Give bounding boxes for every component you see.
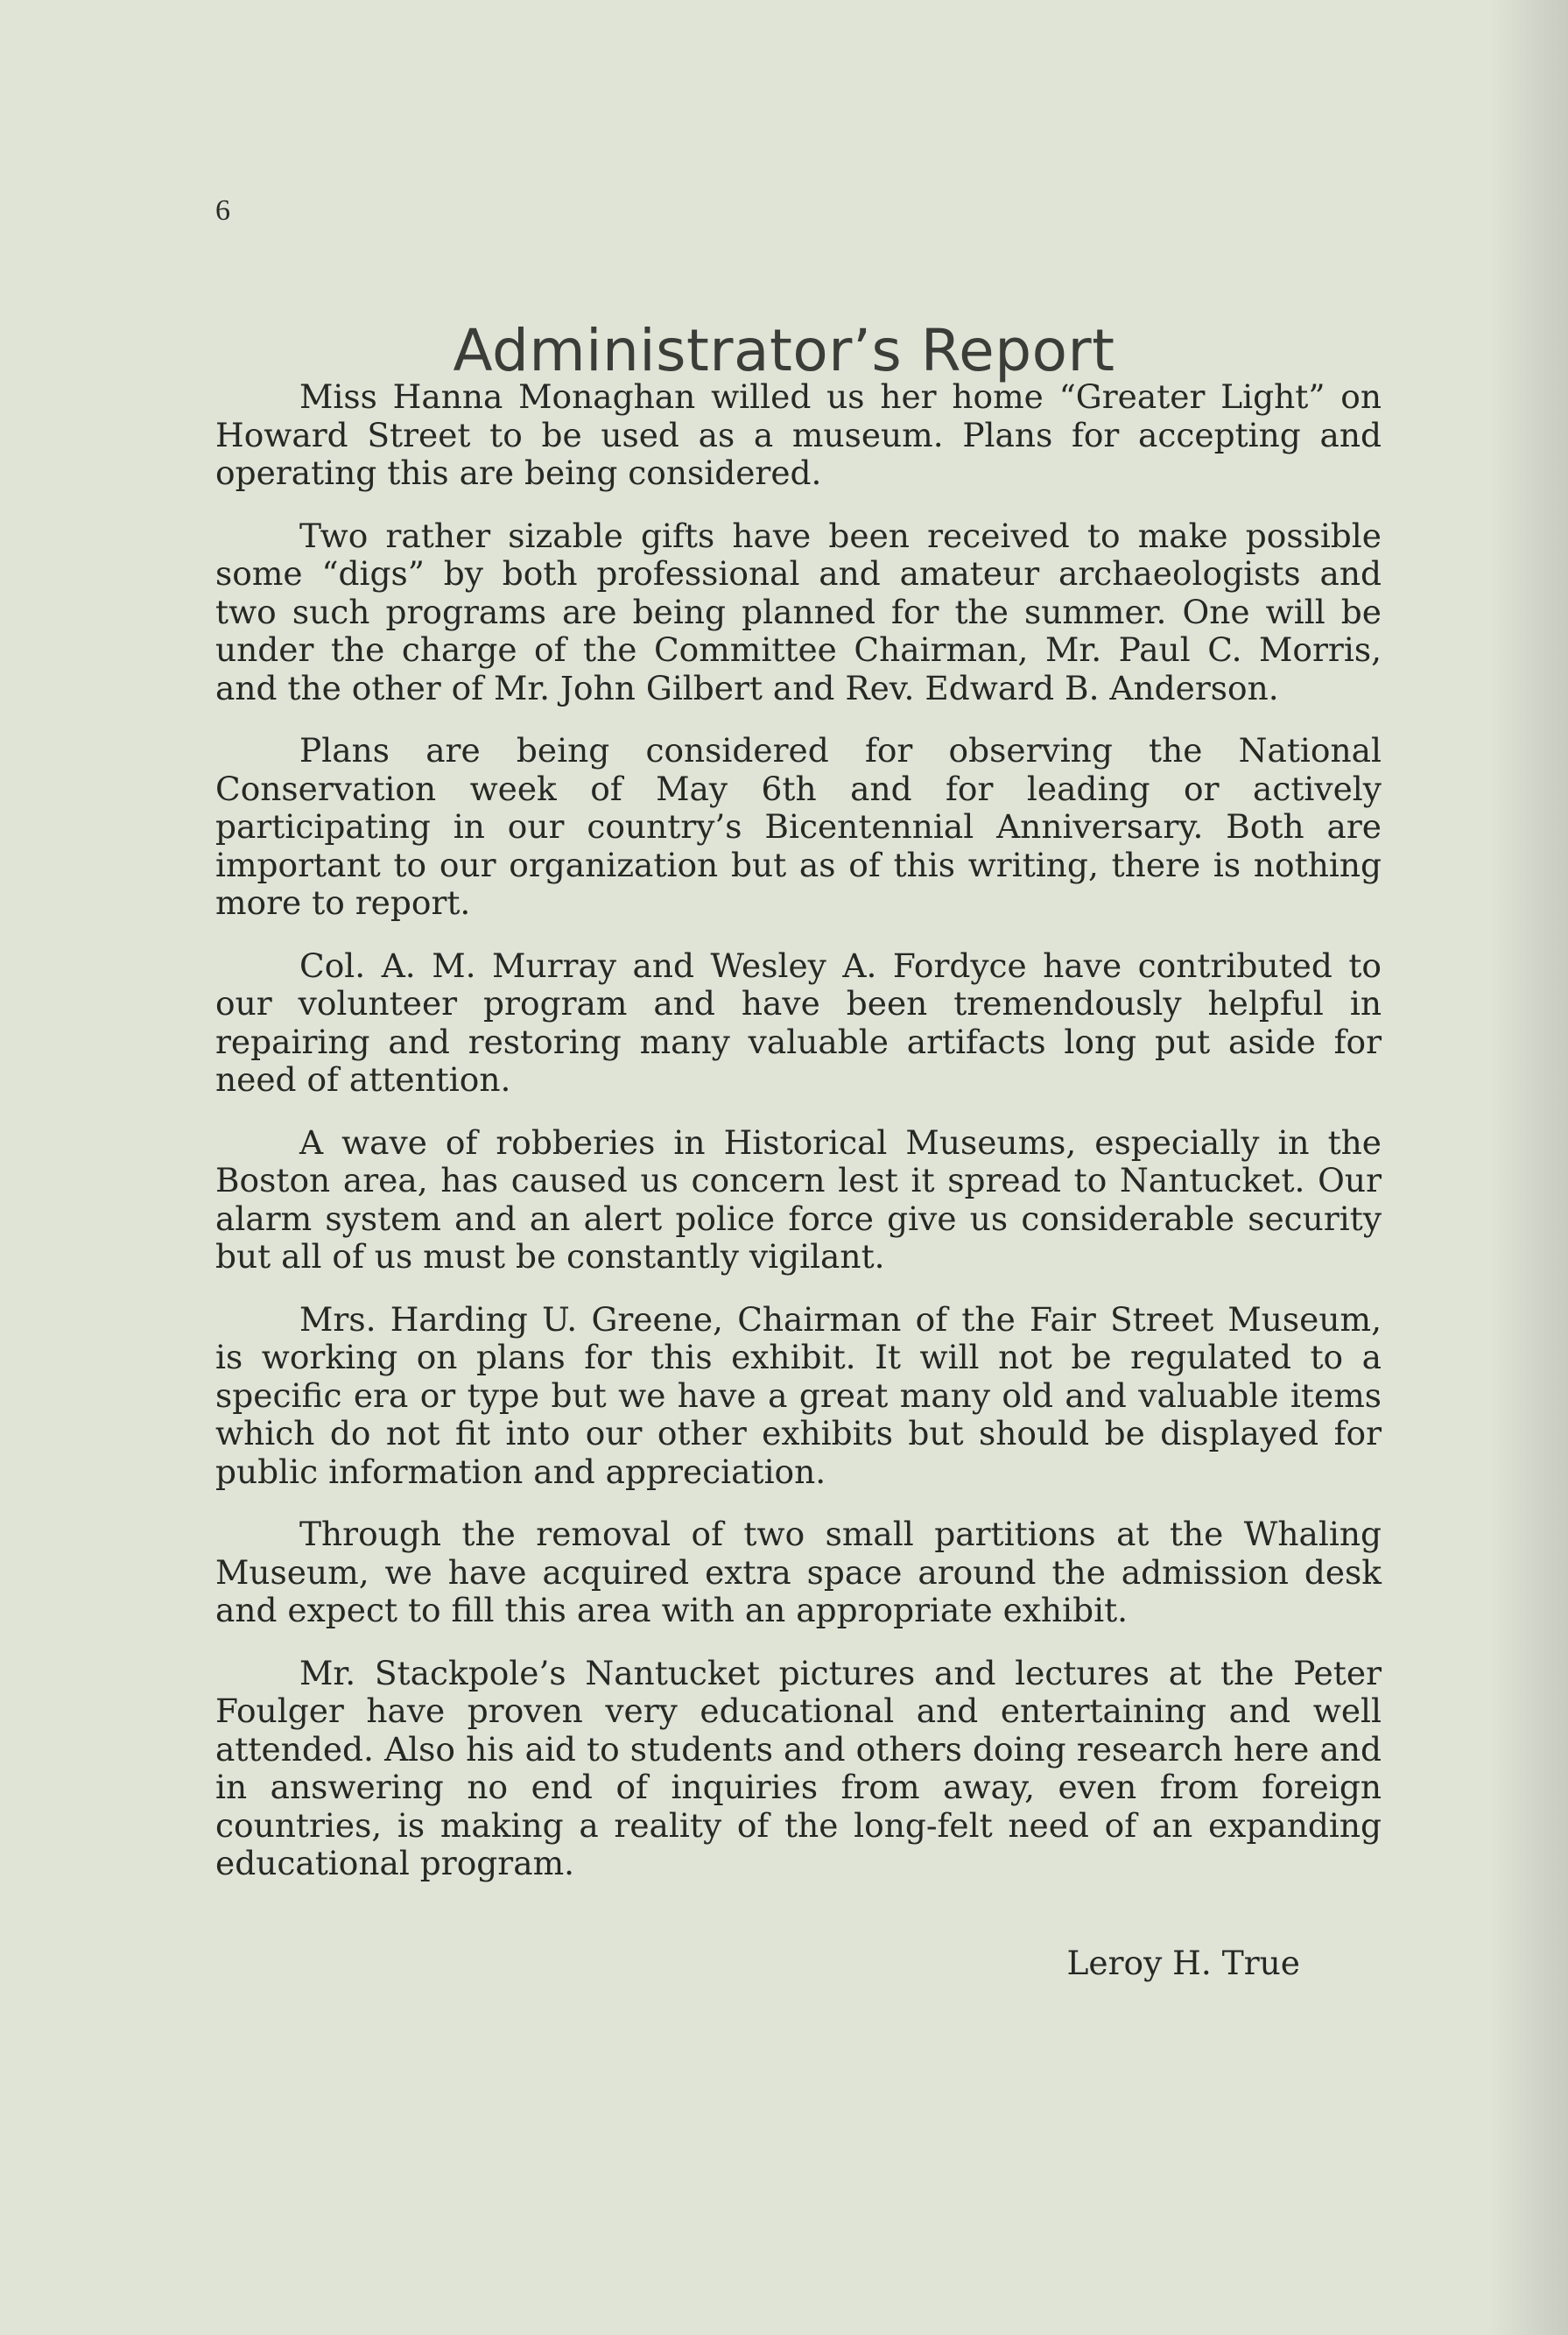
paragraph-conservation-week: Plans are being considered for observing the National Conservation week of May 6th and for leading or actively participating in our country’s Bicentennial Anniversary. Both are important to our organization but as of this writing, there is nothing more to report. — [215, 731, 1382, 922]
paragraph-volunteers: Col. A. M. Murray and Wesley A. Fordyce have contributed to our volunteer program and have been tremendously helpful in repairing and restoring many valuable artifacts long put aside for need of attention. — [215, 946, 1382, 1099]
paragraph-stackpole: Mr. Stackpole’s Nantucket pictures and lectures at the Peter Foulger have proven very educational and entertaining and well attended. Also his aid to students and others doing research here and in answering no end of inquiries from away, even from foreign countries, is making a reality of the long-felt need of an expanding educational program. — [215, 1653, 1382, 1882]
paragraph-greater-light: Miss Hanna Monaghan willed us her home “Greater Light” on Howard Street to be used as a museum. Plans for accepting and operating this are being considered. — [215, 377, 1382, 492]
signature: Leroy H. True — [1066, 1944, 1300, 1982]
paragraph-digs: Two rather sizable gifts have been received to make possible some “digs” by both professional and amateur archaeologists and two such programs are being planned for the summer. One will be under the charge of the Committee Chairman, Mr. Paul C. Morris, and the other of Mr. John Gilbert and Rev. Edward B. Anderson. — [215, 516, 1382, 707]
page-title: Administrator’s Report — [453, 317, 1115, 385]
page-number: 6 — [215, 194, 230, 227]
paragraph-robberies: A wave of robberies in Historical Museums, especially in the Boston area, has caused us concern lest it spread to Nantucket. Our alarm system and an alert police force give us considerable security but all of us must be constantly vigilant. — [215, 1122, 1382, 1276]
report-body — [215, 378, 1382, 1908]
paragraph-whaling-museum: Through the removal of two small partitions at the Whaling Museum, we have acquired extra space around the admission desk and expect to fill this area with an appropriate exhibit. — [215, 1515, 1382, 1629]
paragraph-fair-street-museum: Mrs. Harding U. Greene, Chairman of the Fair Street Museum, is working on plans for this exhibit. It will not be regulated to a specific era or type but we have a great many old and valuable items which do not fit into our other exhibits but should be displayed for public information and appreciation. — [215, 1299, 1382, 1491]
